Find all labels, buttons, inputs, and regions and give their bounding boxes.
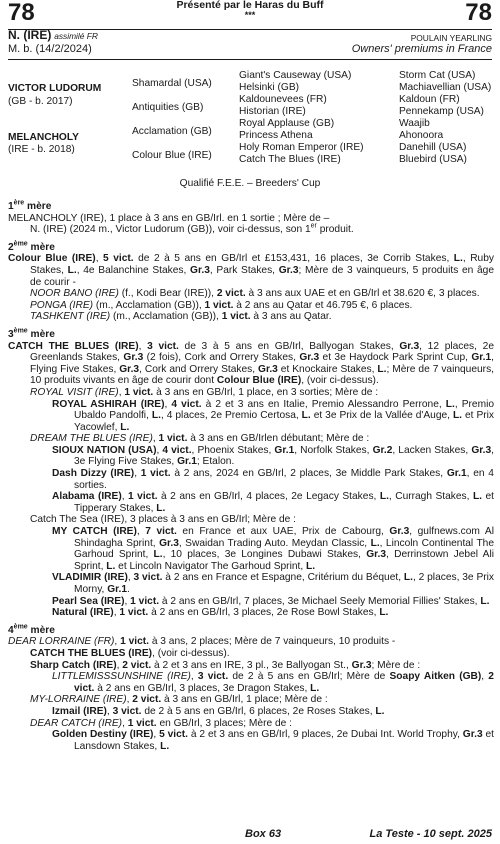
pedigree-gen4: Storm Cat (USA) <box>399 70 476 81</box>
pedigree-gen2: Antiquities (GB) <box>132 102 204 113</box>
produce-entry: MY CATCH (IRE), 7 vict. en France et aux UAE, Prix de Cabourg, Gr.3, gulfnews.com Al Shindagha Sprint, Gr.3, Swaidan Trading Auto. Meydan Classic, L., Lincoln Continental The Garhoud Sprint, L., 10 places, 3e Longines Dubawi Stakes, Gr.3, Derrinstown Jebel Ali Sprint, L. et Lincoln Navigator The Garhoud Sprint, L. <box>52 526 495 572</box>
sex-birth: M. b. (14/2/2024) <box>8 43 92 55</box>
pedigree-table <box>8 70 498 166</box>
pedigree-gen3: Kaldounevees (FR) <box>239 94 327 105</box>
pedigree-gen3: Historian (IRE) <box>239 106 306 117</box>
pedigree-gen4: Kaldoun (FR) <box>399 94 460 105</box>
sale-date: La Teste - 10 sept. 2025 <box>369 828 492 840</box>
pedigree-gen3: Royal Applause (GB) <box>239 118 335 129</box>
second-dam-paragraph: Colour Blue (IRE), 5 vict. de 2 à 5 ans en GB/Irl et £153,431, 16 places, 3e Corrib Stakes, L., Ruby Stakes, L., 4e Balanchine Stakes, Gr.3, Park Stakes, Gr.3; Mère de 3 vainqueurs, 5 produits en âge de courir - <box>8 253 494 288</box>
produce-entry: LITTLEMISSSUNSHINE (IRE), 3 vict. de 2 à 5 ans en GB/Irl; Mère de Soapy Aitken (GB), 2 vict. à 2 ans en GB/Irl, 3 places, 3e Dragon Stakes, L. <box>52 671 494 694</box>
lot-number-left: 78 <box>8 0 35 26</box>
pedigree-gen2: Colour Blue (IRE) <box>132 150 212 161</box>
section-heading-1: 1ère mère <box>8 199 52 212</box>
produce-entry: VLADIMIR (IRE), 3 vict. à 2 ans en France et Espagne, Critérium du Béquet, L., 2 places, 3e Prix Morny, Gr.1. <box>52 572 494 595</box>
pedigree-gen4: Danehill (USA) <box>399 142 467 153</box>
fourth-dam-paragraph: DEAR LORRAINE (FR), 1 vict. à 3 ans, 2 places; Mère de 7 vainqueurs, 10 produits - <box>8 636 396 648</box>
identity-line-1 <box>8 30 492 44</box>
horse-name: N. (IRE) <box>8 28 52 42</box>
identity-line-2 <box>8 44 492 58</box>
produce-entry: Sharp Catch (IRE), 2 vict. à 2 et 3 ans en IRE, 3 pl., 3e Ballyogan St., Gr.3; Mère de : <box>30 659 421 671</box>
third-dam-paragraph: CATCH THE BLUES (IRE), 3 vict. de 3 à 5 ans en GB/Irl, Ballyogan Stakes, Gr.3, 12 places, 2e Greenlands Stakes, Gr.3 (2 fois), Cork and Orrery Stakes, Gr.3 et 3e Haydock Park Sprint Cup, Gr.1, Flying Five Stakes, Gr.3, Cork and Orrery Stakes, Gr.3 et Knockaire Stakes, L.; Mère de 7 vainqueurs, 10 produits vivants en âge de courir dont Colour Blue (IRE), (voir ci-dessus). <box>8 340 495 387</box>
section-heading-2: 2ème mère <box>8 240 55 253</box>
pedigree-gen4: Waajib <box>399 118 430 129</box>
produce-entry: Golden Destiny (IRE), 5 vict. à 2 et 3 ans en GB/Irl, 9 places, 2e Dubai Int. World Trophy, Gr.3 et Lansdown Stakes, L. <box>52 729 494 752</box>
assimile-label: assimilé FR <box>54 31 98 41</box>
produce-entry: TASHKENT (IRE) (m., Acclamation (GB)), 1 vict. à 3 ans au Qatar. <box>30 311 332 323</box>
produce-entry: PONGA (IRE) (m., Acclamation (GB)), 1 vict. à 2 ans au Qatar et 46.795 €, 6 places. <box>30 299 413 311</box>
pedigree-gen4: Ahonoora <box>399 130 444 141</box>
header <box>8 0 492 30</box>
pedigree-gen4: Pennekamp (USA) <box>399 106 484 117</box>
pedigree-gen4: Bluebird (USA) <box>399 154 467 165</box>
pedigree-gen4: Machiavellian (USA) <box>399 82 492 93</box>
box-number: Box 63 <box>245 828 282 840</box>
produce-entry: MY-LORRAINE (IRE), 2 vict. à 3 ans en GB/Irl, 1 place; Mère de : <box>30 694 328 706</box>
produce-entry: Alabama (IRE), 1 vict. à 2 ans en GB/Irl, 4 places, 2e Legacy Stakes, L., Curragh Stakes, L. et Tipperary Stakes, L. <box>52 491 494 514</box>
stars: *** <box>244 10 256 20</box>
pedigree-gen3: Princess Athena <box>239 130 313 141</box>
produce-entry: Dash Dizzy (IRE), 1 vict. à 2 ans, 2024 en GB/Irl, 2 places, 3e Middle Park Stakes, Gr.1, en 4 sorties. <box>52 468 494 491</box>
produce-entry: DEAR CATCH (IRE), 1 vict. en GB/Irl, 3 places; Mère de : <box>30 717 292 729</box>
produce-entry: ROYAL ASHIRAH (IRE), 4 vict. à 2 et 3 ans en Italie, Premio Alessandro Perrone, L., Premio Ubaldo Pandolfi, L., 4 places, 2e Premio Certosa, L. et 3e Prix de la Vallée d'Auge, L. et Prix Yacowlef, L. <box>52 398 495 433</box>
category: POULAIN YEARLING <box>410 33 492 43</box>
produce-entry: CATCH THE BLUES (IRE), (voir ci-dessus). <box>30 647 230 659</box>
pedigree-gen3: Giant's Causeway (USA) <box>239 70 352 81</box>
produce-entry: Natural (IRE), 1 vict. à 2 ans en GB/Irl, 3 places, 2e Rose Bowl Stakes, L. <box>52 607 389 619</box>
catalogue-body <box>8 197 494 752</box>
qualification: Qualifié F.E.E. – Breeders' Cup <box>179 178 321 189</box>
dam-paragraph: MELANCHOLY (IRE), 1 place à 3 ans en GB/Irl. en 1 sortie ; Mère de – N. (IRE) (2024 m., Victor Ludorum (GB)), voir ci-dessus, son 1er produit. <box>8 212 354 236</box>
pedigree-gen2: Shamardal (USA) <box>132 78 212 89</box>
sire-name: VICTOR LUDORUM <box>8 83 102 94</box>
produce-entry: SIOUX NATION (USA), 4 vict., Phoenix Stakes, Gr.1, Norfolk Stakes, Gr.2, Lacken Stakes, Gr.3, 3e Flying Five Stakes, Gr.1; Etalon. <box>52 444 494 468</box>
dam-name: MELANCHOLY <box>8 132 79 143</box>
owners-premiums: Owners' premiums in France <box>351 43 492 55</box>
pedigree-gen3: Helsinki (GB) <box>239 82 300 93</box>
pedigree-gen3: Catch The Blues (IRE) <box>239 154 341 165</box>
pedigree-gen2: Acclamation (GB) <box>132 126 212 137</box>
lot-number-right: 78 <box>465 0 492 26</box>
sire-info: (GB - b. 2017) <box>8 96 73 107</box>
section-heading-4: 4ème mère <box>8 623 55 636</box>
produce-entry: NOOR BANO (IRE) (f., Kodi Bear (IRE)), 2 vict. à 3 ans aux UAE et en GB/Irl et 38.620 €, 3 places. <box>30 288 480 300</box>
produce-entry: Pearl Sea (IRE), 1 vict. à 2 ans en GB/Irl, 7 places, 3e Michael Seely Memorial Fillies' Stakes, L. <box>52 595 490 607</box>
produce-entry: ROYAL VISIT (IRE), 1 vict. à 3 ans en GB/Irl, 1 place, en 3 sorties; Mère de : <box>30 386 379 398</box>
produce-entry: DREAM THE BLUES (IRE), 1 vict. à 3 ans en GB/Irlen débutant; Mère de : <box>30 433 370 445</box>
section-heading-3: 3ème mère <box>8 327 55 340</box>
pedigree-gen3: Holy Roman Emperor (IRE) <box>239 142 364 153</box>
presented-by: Présenté par le Haras du Buff <box>176 0 324 11</box>
identity-rule <box>8 59 492 60</box>
produce-entry: Catch The Sea (IRE), 3 places à 3 ans en GB/Irl; Mère de : <box>30 514 296 526</box>
dam-info: (IRE - b. 2018) <box>8 144 75 155</box>
produce-entry: Izmail (IRE), 3 vict. de 2 à 5 ans en GB/Irl, 6 places, 2e Roses Stakes, L. <box>52 705 385 717</box>
